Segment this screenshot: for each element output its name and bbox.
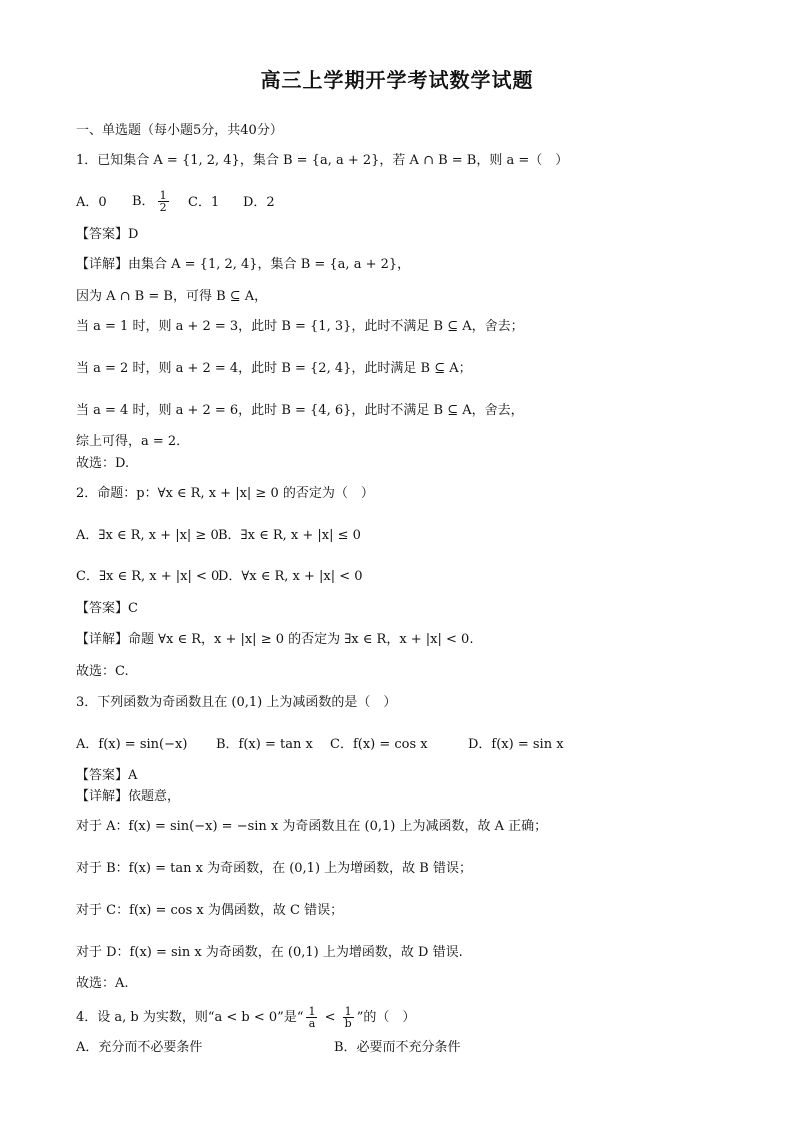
q3-answer: 【答案】A [76,768,138,783]
q3-detail-line: 对于 C：f(x) = cos x 为偶函数，故 C 错误； [76,903,344,918]
q1-option-b-fraction [158,190,169,213]
q2-stem: 2．命题：p：∀x ∈ R, x + |x| ≥ 0 的否定为（ ） [76,486,374,501]
q3-detail-line: 故选：A. [76,976,129,991]
q1-option-a: A．0 [76,195,107,210]
q1-option-b-denominator: 2 [159,201,167,214]
q1-detail-line: 【详解】由集合 A = {1, 2, 4}，集合 B = {a, a + 2}， [76,257,411,272]
q1-option-b-numerator: 1 [159,189,167,202]
q3-detail-line: 对于 A：f(x) = sin(−x) = −sin x 为奇函数且在 (0,1) 上为减函数，故 A 正确； [76,819,548,834]
q4-option-b: B．必要而不充分条件 [334,1040,461,1055]
q1-detail-line: 当 a = 1 时，则 a + 2 = 3，此时 B = {1, 3}，此时不满足 B ⊆ A，舍去； [76,319,524,334]
q3-option-a: A．f(x) = sin(−x) [76,737,188,752]
page-title: 高三上学期开学考试数学试题 [260,68,534,92]
q2-option-c: C．∃x ∈ R, x + |x| < 0 [76,569,220,584]
section-heading: 一、单选题（每小题5分，共40分） [76,123,283,138]
q3-option-b: B．f(x) = tan x [216,737,313,752]
q1-stem: 1．已知集合 A = {1, 2, 4}，集合 B = {a, a + 2}，若 A ∩ B = B，则 a =（ ） [76,153,569,168]
q1-option-c: C．1 [188,195,220,210]
q4-fraction-1-denominator: a [308,1017,316,1030]
q2-detail: 【详解】命题 ∀x ∈ R，x + |x| ≥ 0 的否定为 ∃x ∈ R，x + |x| < 0. [76,632,474,647]
q1-option-b-label: B． [132,194,155,209]
q1-detail-line: 综上可得，a = 2． [76,434,190,449]
q2-option-d: D．∀x ∈ R, x + |x| < 0 [218,569,363,584]
q3-option-c: C．f(x) = cos x [330,737,428,752]
q4-fraction-1-over-a [306,1006,317,1029]
q3-detail-line: 对于 D：f(x) = sin x 为奇函数，在 (0,1) 上为增函数，故 D 错误. [76,945,463,960]
q1-detail-line: 当 a = 2 时，则 a + 2 = 4，此时 B = {2, 4}，此时满足 B ⊆ A； [76,361,472,376]
q1-detail-line: 当 a = 4 时，则 a + 2 = 6，此时 B = {4, 6}，此时不满足 B ⊆ A，舍去， [76,403,524,418]
q4-option-a: A．充分而不必要条件 [76,1040,203,1055]
q3-detail-line: 【详解】依题意， [76,789,181,804]
q4-fraction-2-numerator: 1 [343,1006,354,1018]
q1-detail-line: 因为 A ∩ B = B，可得 B ⊆ A， [76,289,268,304]
q2-answer: 【答案】C [76,601,138,616]
q3-option-d: D．f(x) = sin x [468,737,564,752]
q4-stem-prefix: 4．设 a, b 为实数，则“a < b < 0”是“ [76,1010,304,1025]
q2-choose: 故选：C. [76,664,129,679]
q3-detail-line: 对于 B：f(x) = tan x 为奇函数，在 (0,1) 上为增函数，故 B 错误； [76,861,472,876]
q1-detail-line: 故选：D. [76,456,130,471]
q4-fraction-1-numerator: 1 [308,1005,316,1018]
q4-fraction-1-over-b [343,1006,354,1029]
q4-fraction-2-denominator: b [344,1017,352,1030]
q3-stem: 3．下列函数为奇函数且在 (0,1) 上为减函数的是（ ） [76,695,397,710]
q1-option-b [132,190,172,213]
q4-less-than: < [320,1010,340,1025]
q4-stem-suffix: ”的（ ） [356,1010,416,1025]
q2-option-b: B．∃x ∈ R, x + |x| ≤ 0 [218,528,361,543]
q1-option-d: D．2 [243,195,275,210]
q1-answer: 【答案】D [76,227,139,242]
q4-stem [76,1006,415,1029]
q2-option-a: A．∃x ∈ R, x + |x| ≥ 0 [76,528,219,543]
